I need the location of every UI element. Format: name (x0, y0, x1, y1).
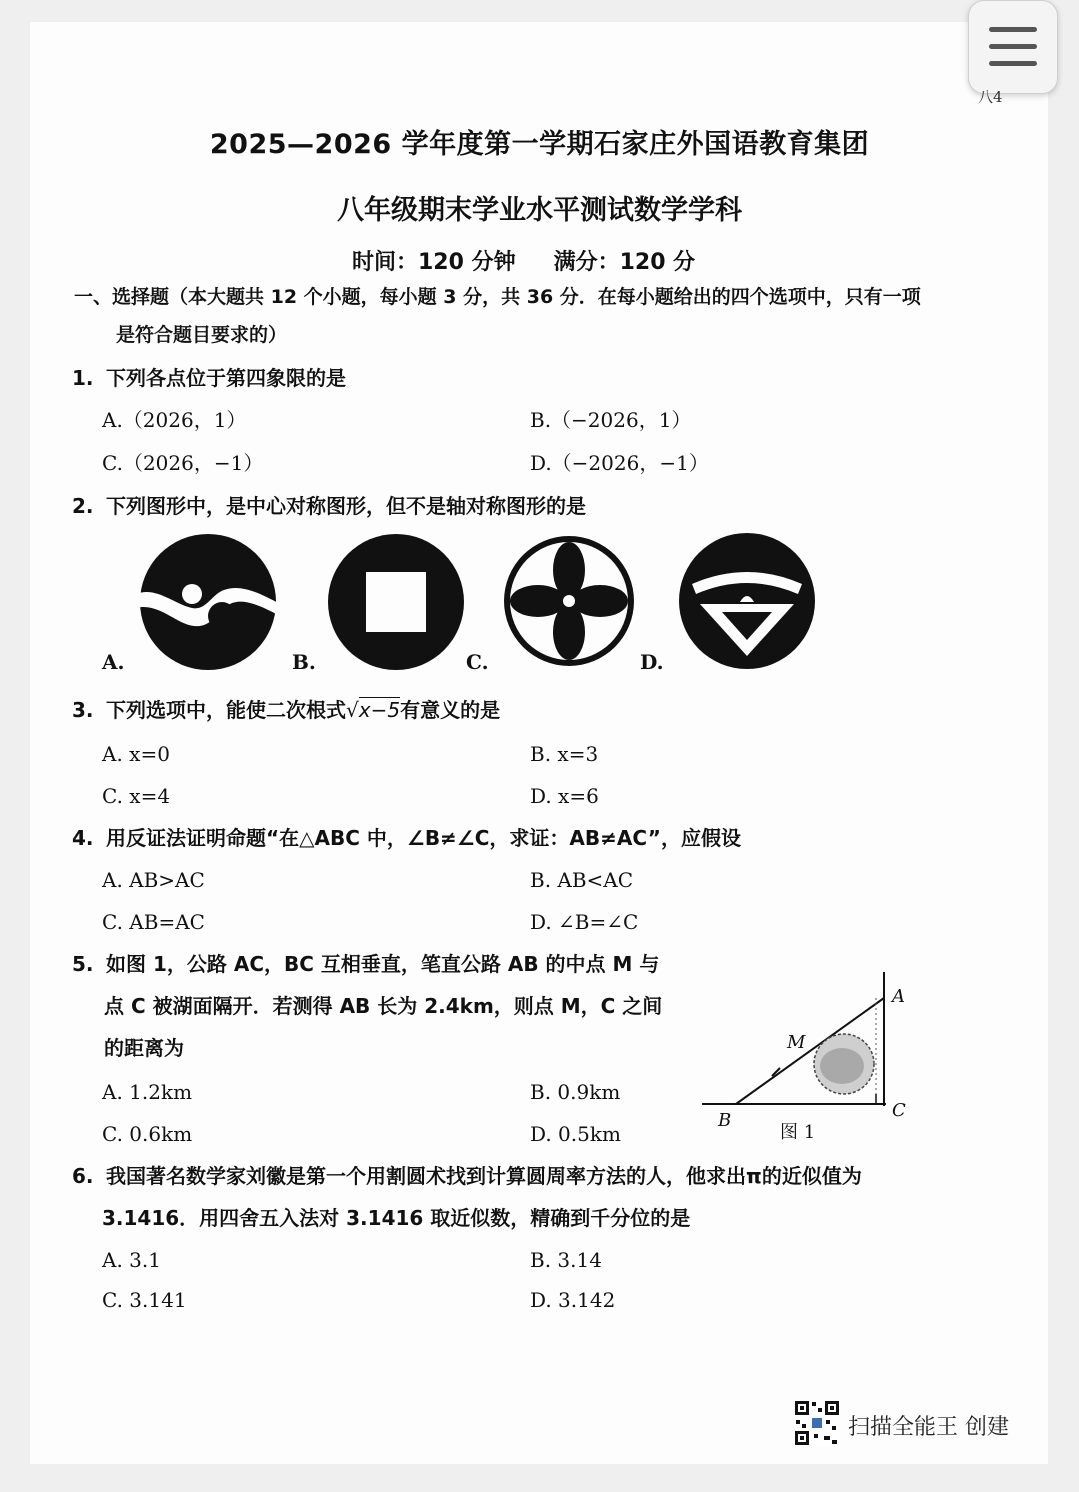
figure-d-emblem-icon (678, 532, 816, 670)
q5-stem-line1: 如图 1，公路 AC，BC 互相垂直，笔直公路 AB 的中点 M 与 (106, 952, 660, 976)
q5-option-b: B. 0.9km (530, 1080, 621, 1104)
q5-stem-line2: 点 C 被湖面隔开．若测得 AB 长为 2.4km，则点 M，C 之间 (104, 994, 663, 1018)
figure-c-petals-icon (502, 534, 636, 668)
q4-option-a: A. AB>AC (102, 868, 205, 892)
q2-option-d: D. (640, 650, 664, 674)
fig-caption: 图 1 (780, 1122, 816, 1143)
q2-option-a: A. (102, 650, 125, 674)
q3-number: 3. (72, 698, 94, 722)
q4-option-c: C. AB=AC (102, 910, 205, 934)
exam-title: 2025—2026 学年度第一学期石家庄外国语教育集团 (209, 129, 870, 160)
q6-option-d: D. 3.142 (530, 1288, 616, 1312)
q1-option-d: D.（−2026，−1） (530, 451, 709, 475)
q4-number: 4. (72, 826, 94, 850)
q3-stem (106, 698, 500, 722)
fig-label-b: B (718, 1110, 732, 1131)
section-heading-cont: 是符合题目要求的） (116, 324, 288, 346)
q5-stem-line3: 的距离为 (104, 1036, 184, 1060)
q3-stem-before: 下列选项中，能使二次根式 (106, 698, 346, 722)
q1-option-b: B.（−2026，1） (530, 408, 692, 432)
q1-option-c: C.（2026，−1） (102, 451, 264, 475)
q3-option-b: B. x=3 (530, 742, 599, 766)
q2-option-b: B. (292, 650, 316, 674)
q3-option-a: A. x=0 (102, 742, 170, 766)
q3-option-c: C. x=4 (102, 784, 171, 808)
fig-label-c: C (892, 1100, 906, 1121)
q6-stem-line2: 3.1416．用四舍五入法对 3.1416 取近似数，精确到千分位的是 (102, 1206, 691, 1230)
qr-code-icon (794, 1400, 840, 1446)
q1-number: 1. (72, 366, 94, 390)
q6-option-a: A. 3.1 (102, 1248, 161, 1272)
q5-option-a: A. 1.2km (102, 1080, 193, 1104)
q2-option-c: C. (466, 650, 489, 674)
figure-a-swirl-icon (136, 534, 280, 670)
scanner-watermark: 扫描全能王 创建 (848, 1415, 1009, 1440)
q2-number: 2. (72, 494, 94, 518)
q5-number: 5. (72, 952, 94, 976)
score-label: 满分：120 分 (553, 250, 696, 275)
time-label: 时间：120 分钟 (352, 250, 516, 275)
q6-option-b: B. 3.14 (530, 1248, 602, 1272)
q3-option-d: D. x=6 (530, 784, 599, 808)
q6-stem-line1: 我国著名数学家刘徽是第一个用割圆术找到计算圆周率方法的人，他求出π的近似值为 (106, 1164, 862, 1188)
q3-stem-after: 有意义的是 (400, 698, 501, 722)
figure-b-coin-icon (328, 534, 464, 670)
q4-option-b: B. AB<AC (530, 868, 634, 892)
sqrt-expression: √x−5 (346, 698, 401, 722)
q1-stem: 下列各点位于第四象限的是 (106, 366, 346, 390)
q4-stem: 用反证法证明命题“在△ABC 中，∠B≠∠C，求证：AB≠AC”，应假设 (106, 826, 741, 850)
fig-label-m: M (787, 1032, 806, 1053)
q5-option-c: C. 0.6km (102, 1122, 193, 1146)
section-heading: 一、选择题（本大题共 12 个小题，每小题 3 分，共 36 分．在每小题给出的四个选项中，只有一项 (74, 286, 921, 308)
corner-mark: 八4 (978, 88, 1003, 106)
exam-info (352, 245, 695, 276)
q5-option-d: D. 0.5km (530, 1122, 621, 1146)
q4-option-d: D. ∠B=∠C (530, 910, 639, 934)
exam-subtitle: 八年级期末学业水平测试数学学科 (337, 195, 742, 226)
menu-button[interactable] (968, 0, 1058, 94)
q6-option-c: C. 3.141 (102, 1288, 187, 1312)
fig-label-a: A (892, 986, 905, 1007)
q1-option-a: A.（2026，1） (102, 408, 247, 432)
q6-number: 6. (72, 1164, 94, 1188)
q2-stem: 下列图形中，是中心对称图形，但不是轴对称图形的是 (106, 494, 586, 518)
